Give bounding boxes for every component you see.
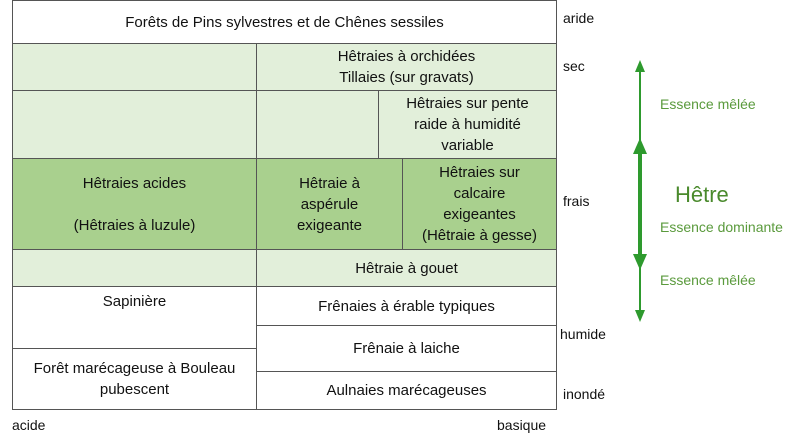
cell-aulnaies-label: Aulnaies marécageuses [326,382,487,399]
cell-pente [378,90,557,159]
cell-calcaire-label: Hêtraies sur calcaire exigeantes (Hêtraie à gesse) [421,164,538,244]
cell-gouet-label: Hêtraie à gouet [355,259,458,277]
beech-dominant-bottom-head [633,254,647,270]
cell-left-gouet-blank [12,249,257,287]
beech-dominant-top-head [633,138,647,154]
cell-frenaie-laiche [256,325,557,372]
cell-frenaies [256,286,557,326]
cell-pins-chenes [12,0,557,44]
cell-aulnaies [256,371,557,410]
ph-label-basique: basique [497,417,547,433]
cell-gouet [256,249,557,287]
beech-range-bottom-head [635,310,645,322]
cell-marecageuse [12,348,257,410]
cell-orchidees-label: Hêtraies à orchidées Tillaies (sur gravats) [337,48,476,86]
cell-asperule [256,158,403,250]
beech-lower-label: Essence mêlée [660,272,756,288]
cell-sapiniere [12,286,257,349]
beech-dominant-label: Essence dominante [660,219,783,235]
cell-orchidees [256,43,557,91]
cell-sapiniere-label: Sapinière [102,293,167,310]
humidity-label-inonde: inondé [563,386,606,402]
ph-label-acide: acide [12,417,46,433]
beech-range-top-head [635,60,645,72]
humidity-label-aride: aride [563,10,595,26]
cell-calcaire [402,158,557,250]
cell-pente-label: Hêtraies sur pente raide à humidité variable [406,95,529,154]
cell-asperule-label: Hêtraie à aspérule exigeante [296,174,363,234]
cell-left-sec-upper [12,43,257,91]
cell-pins-chenes-label: Forêts de Pins sylvestres et de Chênes sessiles [125,13,444,31]
cell-frenaies-label: Frênaies à érable typiques [318,297,495,315]
beech-title: Hêtre [675,182,729,207]
cell-frenaie-laiche-label: Frênaie à laiche [353,340,460,357]
beech-upper-label: Essence mêlée [660,96,756,112]
cell-left-sec-lower [12,90,257,159]
cell-middle-sec-blank [256,90,379,159]
humidity-label-frais: frais [563,193,590,209]
humidity-label-sec: sec [563,58,585,74]
beech-arrows [625,58,655,328]
humidity-label-humide: humide [560,326,606,342]
cell-marecageuse-label: Forêt marécageuse à Bouleau pubescent [33,360,236,398]
cell-acides-label: Hêtraies acides (Hêtraies à luzule) [73,174,196,234]
cell-acides [12,158,257,250]
